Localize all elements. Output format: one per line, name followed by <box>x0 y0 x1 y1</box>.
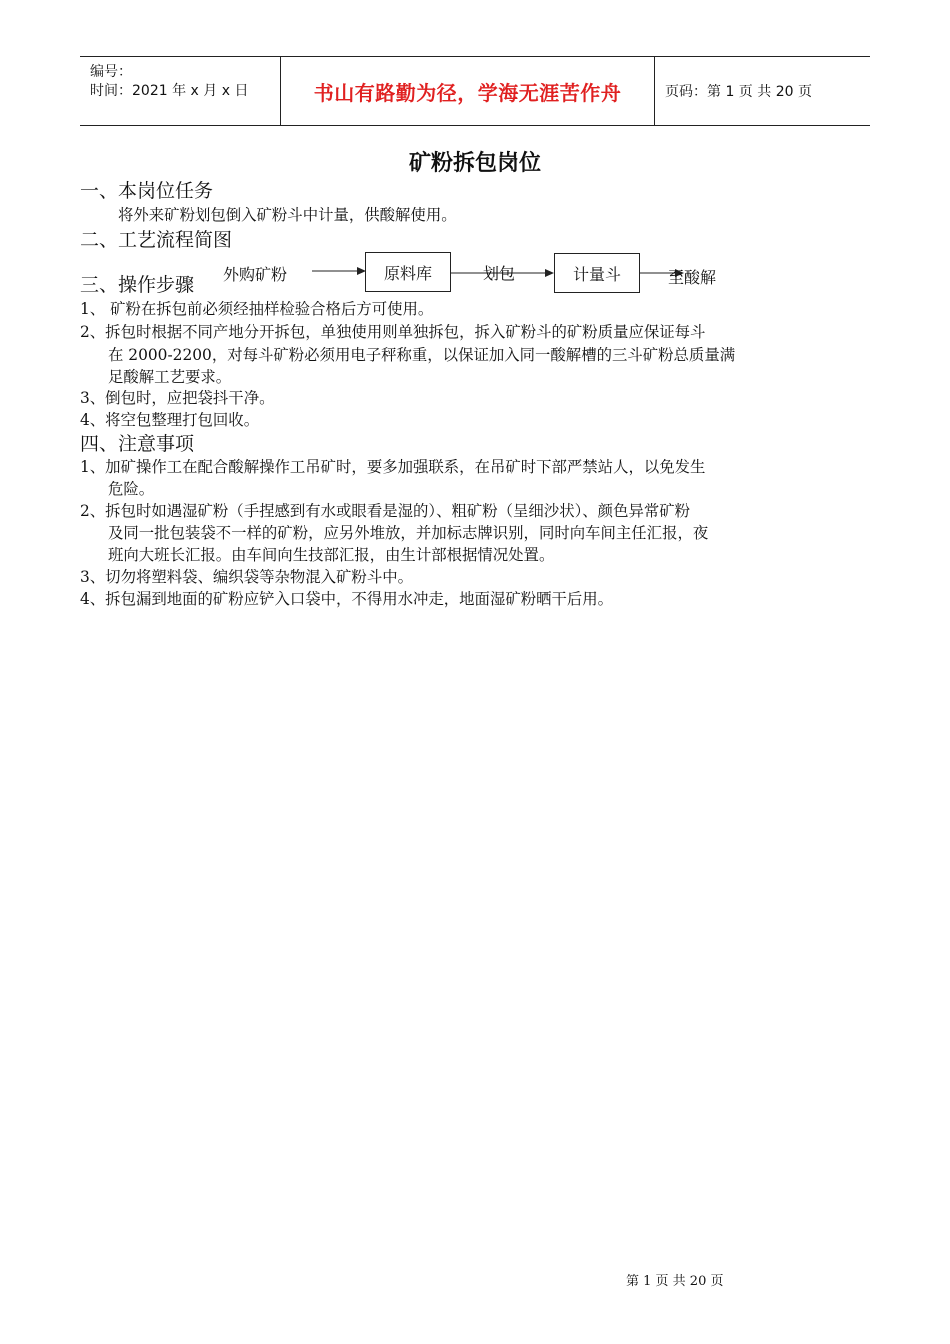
step-line: 在 2000-2200，对每斗矿粉必须用电子秤称重，以保证加入同一酸解槽的三斗矿粉总质量满 <box>108 346 736 364</box>
step-line: 4、将空包整理打包回收。 <box>80 411 260 429</box>
flow-box-warehouse <box>365 252 451 292</box>
flow-end-label: 至酸解 <box>668 268 717 287</box>
note-line: 1、加矿操作工在配合酸解操作工吊矿时，要多加强联系，在吊矿时下部严禁站人，以免发生 <box>80 458 706 476</box>
step-line: 足酸解工艺要求。 <box>108 368 232 386</box>
note-line: 及同一批包装袋不一样的矿粉，应另外堆放，并加标志牌识别，同时向车间主任汇报，夜 <box>108 524 709 542</box>
page-footer: 第 1 页 共 20 页 <box>626 1274 724 1289</box>
section-2-heading: 二、工艺流程简图 <box>80 229 233 251</box>
note-line: 4、拆包漏到地面的矿粉应铲入口袋中，不得用水冲走，地面湿矿粉晒干后用。 <box>80 590 614 608</box>
section-4-heading: 四、注意事项 <box>80 433 195 455</box>
page-title: 矿粉拆包岗位 <box>408 151 541 176</box>
section-1-heading: 一、本岗位任务 <box>80 180 214 202</box>
step-line: 1、 矿粉在拆包前必须经抽样检验合格后方可使用。 <box>80 300 434 318</box>
note-line: 班向大班长汇报。由车间向生技部汇报，由生计部根据情况处置。 <box>108 546 555 564</box>
flow-box-warehouse-label: 原料库 <box>383 263 432 283</box>
step-line: 3、倒包时，应把袋抖干净。 <box>80 389 275 407</box>
flow-start-label: 外购矿粉 <box>223 265 288 284</box>
flow-box-hopper <box>554 253 640 293</box>
section-3-heading: 三、操作步骤 <box>80 274 195 296</box>
step-line: 2、拆包时根据不同产地分开拆包，单独使用则单独拆包，拆入矿粉斗的矿粉质量应保证每斗 <box>80 323 706 341</box>
time-label: 时间：2021 年 x 月 x 日 <box>90 83 249 99</box>
number-label: 编号： <box>90 64 132 80</box>
flow-box-hopper-label: 计量斗 <box>572 264 621 284</box>
note-line: 3、切勿将塑料袋、编织袋等杂物混入矿粉斗中。 <box>80 568 413 586</box>
note-line: 2、拆包时如遇湿矿粉（手捏感到有水或眼看是湿的）、粗矿粉（呈细沙状）、颜色异常矿粉 <box>80 502 691 520</box>
section-1-text: 将外来矿粉划包倒入矿粉斗中计量，供酸解使用。 <box>118 206 457 224</box>
note-line: 危险。 <box>108 480 155 498</box>
page-info: 页码：第 1 页 共 20 页 <box>665 84 812 100</box>
flow-mid-label: 划包 <box>483 264 516 283</box>
motto: 书山有路勤为径，学海无涯苦作舟 <box>313 80 622 105</box>
